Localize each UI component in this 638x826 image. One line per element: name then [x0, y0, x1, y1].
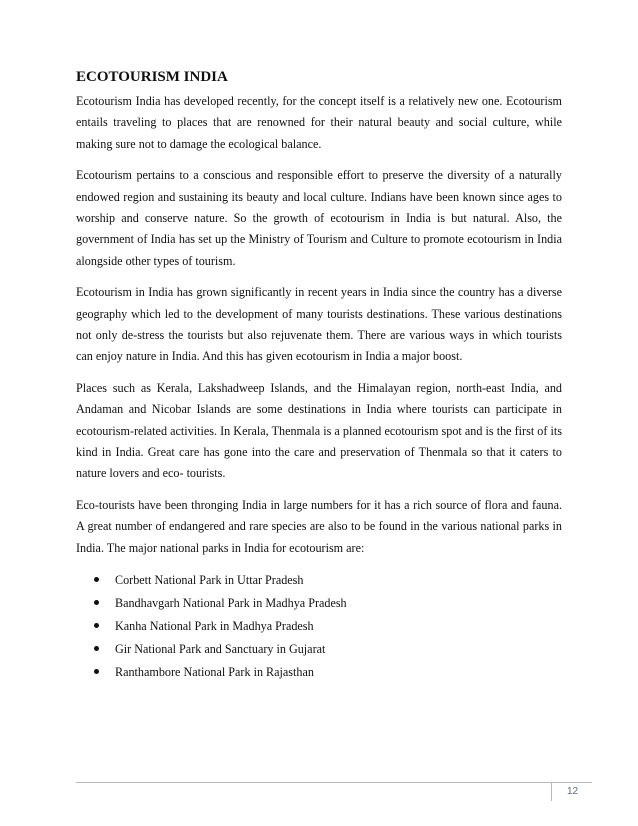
footer-divider — [76, 782, 592, 783]
paragraph-growth: Ecotourism in India has grown significantly in recent years in India since the country has a diverse geography which led to the development of many tourists destinations. These various destinations not only de-stress the tourists but also rejuvenate them. There are various ways in which tourists can enjoy nature in India. And this has given ecotourism in India a major boost. — [76, 285, 562, 364]
page-title: ECOTOURISM INDIA — [76, 69, 228, 85]
list-item — [94, 569, 562, 592]
paragraph-national-parks: Eco-tourists have been thronging India in large numbers for it has a rich source of flora and fauna. A great number of endangered and rare species are also to be found in the various national parks in India. The major national parks in India for ecotourism are: — [76, 498, 562, 555]
list-item — [94, 615, 562, 638]
national-parks-list — [76, 569, 562, 683]
list-item — [94, 592, 562, 615]
bullet-icon — [94, 577, 99, 582]
list-item — [94, 638, 562, 661]
list-item-text: Gir National Park and Sanctuary in Gujarat — [115, 641, 326, 656]
list-item-text: Corbett National Park in Uttar Pradesh — [115, 573, 304, 588]
bullet-icon — [94, 646, 99, 651]
bullet-icon — [94, 600, 99, 605]
bullet-icon — [94, 669, 99, 674]
list-item-text: Bandhavgarh National Park in Madhya Pradesh — [115, 596, 347, 611]
paragraph-intro: Ecotourism India has developed recently, for the concept itself is a relatively new one. Ecotourism entails traveling to places that are renowned for their natural beauty and social culture, while making sure not to damage the ecological balance. — [76, 94, 562, 151]
document-page — [76, 68, 562, 683]
bullet-icon — [94, 623, 99, 628]
page-number: 12 — [551, 782, 593, 801]
list-item — [94, 661, 562, 684]
paragraph-destinations: Places such as Kerala, Lakshadweep Islands, and the Himalayan region, north-east India, and Andaman and Nicobar Islands are some destinations in India where tourists can participate in ecotourism-related activities. In Kerala, Thenmala is a planned ecotourism spot and is the first of its kind in India. Great care has gone into the care and preservation of Thenmala so that it caters to nature lovers and eco- tourists. — [76, 381, 562, 481]
list-item-text: Ranthambore National Park in Rajasthan — [115, 664, 314, 679]
paragraph-conservation: Ecotourism pertains to a conscious and responsible effort to preserve the diversity of a naturally endowed region and sustaining its beauty and local culture. Indians have been known since ages to worship and conserve nature. So the growth of ecotourism in India is but natural. Also, the government of India has set up the Ministry of Tourism and Culture to promote ecotourism in India alongside other types of tourism. — [76, 168, 562, 268]
list-item-text: Kanha National Park in Madhya Pradesh — [115, 619, 314, 634]
